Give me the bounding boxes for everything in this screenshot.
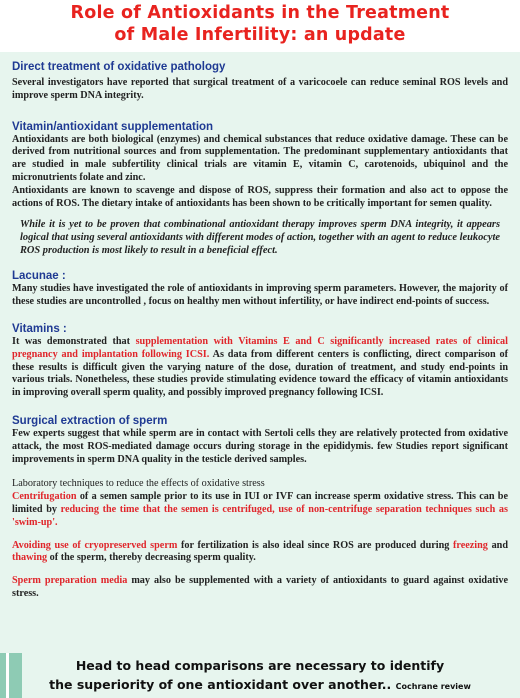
content [12,60,508,601]
footer-callout [0,653,520,698]
header [0,0,520,52]
paragraph-centrifugation [12,491,508,529]
vitamins-text-a: It was demonstrated that [12,335,136,347]
quote-combinational-therapy: While it is yet to be proven that combinational antioxidant therapy improves sperm DNA integrity, it appears logical that using several antioxidants with different modes of action, together with an agent to reduce leukocyte ROS production is most likely to result in a beneficial effect. [20,219,500,257]
decorative-sidebar-stripe [0,653,22,698]
centrifugation-label: Centrifugation [12,491,77,503]
lab-techniques-intro: Laboratory techniques to reduce the effects of oxidative stress [12,478,265,490]
footer-line-1: Head to head comparisons are necessary to identify [75,658,445,673]
paragraph-vitamin-1: Antioxidants are both biological (enzymes) and chemical substances that reduce oxidative damage. These can be derived from nutritional sources and from supplementation. The predominant supplementary antioxidants that are studied in male subfertility clinical trials are vitamin E, vitamin C, carotenoids, ubiquinol and the micronutrients folate and zinc. [12,133,508,183]
centrifugation-highlight: reducing the time that the semen is centrifuged, use of non-centrifuge separation techniques such as 'swim-up'. [12,503,508,528]
media-text: may also be supplemented with a variety of antioxidants to guard against oxidative stress. [12,575,508,599]
cryo-text-b: and [487,539,508,551]
footer-line-2-text: the superiority of one antioxidant over another.. [49,677,392,692]
cryo-label: Avoiding use of cryopreserved sperm [12,539,178,551]
page-title-line-2: of Male Infertility: an update [114,25,406,45]
footer-citation: Cochrane review [395,682,471,691]
cryo-text-c: of the sperm, thereby decreasing sperm quality. [47,552,256,564]
heading-lacunae: Lacunae : [12,270,66,283]
cryo-text-a: for fertilization is also ideal since ROS are produced during [177,539,454,551]
heading-direct-treatment: Direct treatment of oxidative pathology [12,61,226,73]
vitamins-text-b: As data from different centers is conflicting, direct comparison of these results is difficult given the varying nature of the dose, duration of treatment, and study end-points in various trials. Nonetheless, these studies provide stimulating evidence toward the efficacy of vitamin antioxidants in improving overall sperm quality, and possibly improved pregnancy following ICSI. [12,348,508,399]
paragraph-cryopreserved [12,540,508,566]
paragraph-lacunae: Many studies have investigated the role of antioxidants in improving sperm parameters. However, the majority of these studies are uncontrolled , focus on healthy men without infertility, or have indirect end-points of success. [12,283,508,308]
heading-vitamin-supplementation: Vitamin/antioxidant supplementation [12,120,214,133]
heading-vitamins: Vitamins : [12,322,67,335]
centrifugation-text: of a semen sample prior to its use in IUI or IVF can increase sperm oxidative stress. This can be limited by [12,491,508,515]
paragraph-surgical-extraction: Few experts suggest that while sperm are in contact with Sertoli cells they are relatively protected from oxidative attack, the most ROS-mediated damage occurs during storage in the epididymis. few Studies report significant improvements in sperm DNA quality in the testicle derived samples. [12,427,508,465]
media-label: Sperm preparation media [12,575,128,587]
cryo-freezing: freezing [453,539,488,551]
paragraph-vitamin-2: Antioxidants are known to scavenge and dispose of ROS, suppress their formation and also act to oppose the actions of ROS. The dietary intake of antioxidants has been shown to be critically important for semen quality. [12,184,508,209]
paragraph-vitamins [12,336,508,400]
decorative-stripe-line [6,653,9,698]
footer-line-2 [0,677,520,692]
paragraph-direct-treatment: Several investigators have reported that surgical treatment of a varicocoele can reduce seminal ROS levels and improve sperm DNA integrity. [12,77,508,101]
cryo-thawing: thawing [12,552,48,564]
vitamins-text-highlight: supplementation with Vitamins E and C significantly increased rates of clinical pregnancy and implantation following ICSI. [12,335,508,360]
page-title-line-1: Role of Antioxidants in the Treatment [70,3,450,23]
heading-surgical-extraction: Surgical extraction of sperm [12,414,168,427]
paragraph-preparation-media [12,575,508,601]
